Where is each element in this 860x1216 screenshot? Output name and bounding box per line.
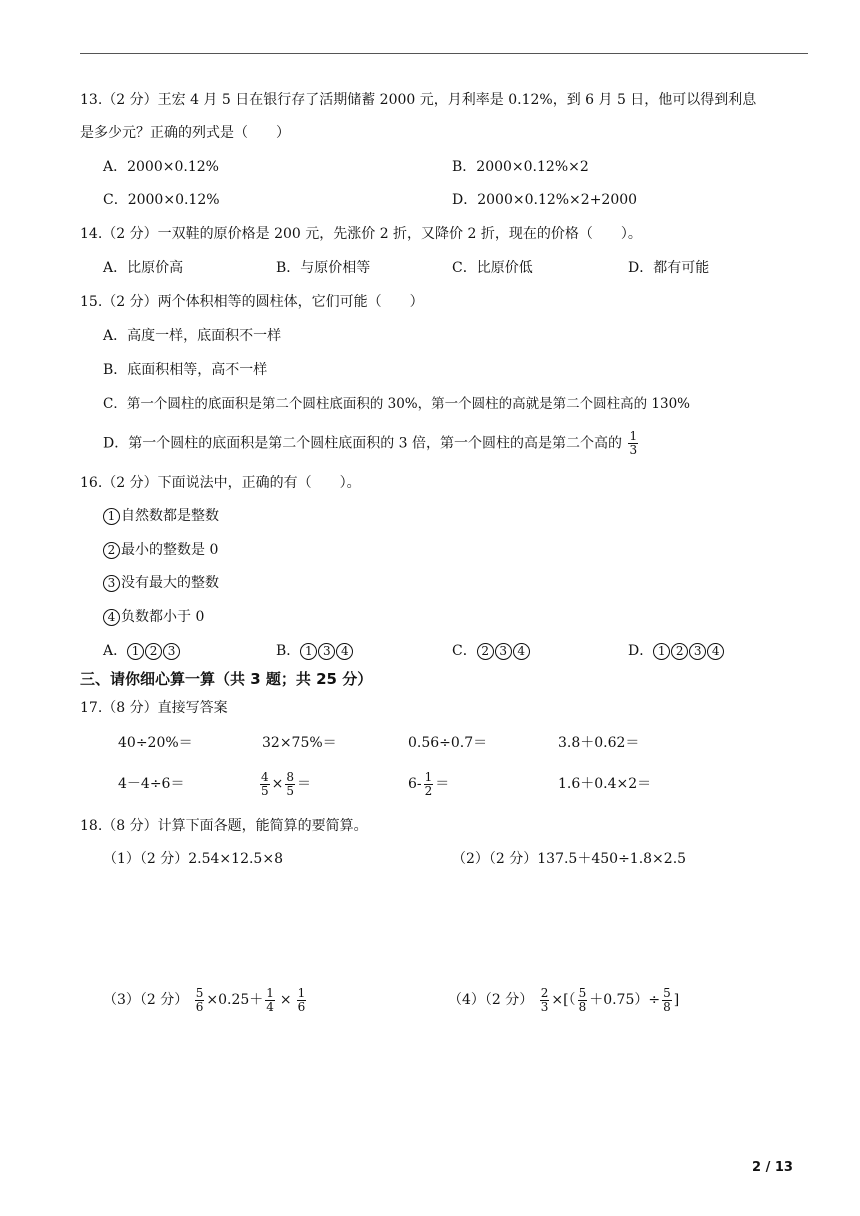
q17-item-8: 1.6＋0.4×2＝ xyxy=(558,776,652,792)
statement-text: 最小的整数是 0 xyxy=(121,542,219,558)
fraction xyxy=(578,987,588,1014)
fraction-denominator: 2 xyxy=(424,783,433,798)
circled-number: 3 xyxy=(103,575,120,592)
fraction xyxy=(265,987,275,1014)
fraction xyxy=(297,987,307,1014)
option-letter: B． xyxy=(276,643,301,659)
header-rule xyxy=(80,53,808,54)
statement-text: 没有最大的整数 xyxy=(121,575,219,591)
circled-number: 4 xyxy=(513,643,530,660)
fraction-denominator: 3 xyxy=(629,443,638,457)
q16-option-d xyxy=(628,641,725,661)
q16-option-c xyxy=(452,641,531,661)
q16-statement-2 xyxy=(103,540,218,560)
q15-option-c: C．第一个圆柱的底面积是第二个圆柱底面积的 30%，第一个圆柱的高就是第二个圆柱高的 130% xyxy=(103,396,691,412)
q17-stem: 17.（8 分）直接写答案 xyxy=(80,700,228,716)
circled-number: 2 xyxy=(671,643,688,660)
circled-number: 1 xyxy=(127,643,144,660)
q18-part-1: （1）（2 分）2.54×12.5×8 xyxy=(103,851,283,867)
circled-number: 1 xyxy=(653,643,670,660)
fraction-denominator: 4 xyxy=(266,999,274,1014)
q16-stem: 16.（2 分）下面说法中，正确的有（ ）。 xyxy=(80,475,361,491)
circled-number: 1 xyxy=(300,643,317,660)
q13-option-d: D．2000×0.12%×2+2000 xyxy=(452,192,638,208)
circled-number: 3 xyxy=(318,643,335,660)
q15-option-b: B．底面积相等，高不一样 xyxy=(103,362,268,378)
circled-number: 4 xyxy=(336,643,353,660)
q14-option-d: D．都有可能 xyxy=(628,260,710,276)
q18-part-2: （2）（2 分）137.5＋450÷1.8×2.5 xyxy=(452,851,687,867)
q17-item-1: 40÷20%＝ xyxy=(118,735,193,751)
expression-text: 6- xyxy=(408,776,422,792)
fraction xyxy=(540,987,550,1014)
part-label: （3）（2 分） xyxy=(103,992,189,1008)
q18-part-3 xyxy=(103,983,308,1017)
fraction-denominator: 8 xyxy=(663,999,671,1014)
fraction-numerator: 5 xyxy=(663,985,671,1000)
q16-option-b xyxy=(276,641,354,661)
fraction-denominator: 5 xyxy=(261,783,269,798)
fraction-numerator: 1 xyxy=(297,985,306,1000)
q14-option-a: A．比原价高 xyxy=(103,260,184,276)
q13-stem-line2: 是多少元？正确的列式是（ ） xyxy=(80,125,290,141)
q15-fraction xyxy=(628,430,638,457)
q17-item-5: 4－4÷6＝ xyxy=(118,776,185,792)
equals: ＝ xyxy=(435,776,450,792)
fraction xyxy=(662,987,672,1014)
part-label: （4）（2 分） xyxy=(448,992,534,1008)
q13-option-a: A．2000×0.12% xyxy=(103,159,219,175)
q14-stem: 14.（2 分）一双鞋的原价格是 200 元，先涨价 2 折，又降价 2 折，现在的价格（ ）。 xyxy=(80,226,642,242)
fraction-denominator: 5 xyxy=(286,783,295,798)
fraction-denominator: 6 xyxy=(297,999,306,1014)
q16-statement-4 xyxy=(103,607,204,627)
fraction xyxy=(424,771,434,798)
fraction-numerator: 8 xyxy=(286,769,295,784)
q13-option-b: B．2000×0.12%×2 xyxy=(452,159,589,175)
fraction xyxy=(285,771,295,798)
q14-option-c: C．比原价低 xyxy=(452,260,533,276)
q17-item-7 xyxy=(408,767,449,801)
fraction-numerator: 1 xyxy=(266,985,274,1000)
q16-statement-3 xyxy=(103,573,219,593)
fraction xyxy=(195,987,205,1014)
option-letter: A． xyxy=(103,643,128,659)
circled-number: 1 xyxy=(103,508,120,525)
expression-text: ] xyxy=(673,992,680,1008)
option-letter: C． xyxy=(452,643,477,659)
circled-number: 2 xyxy=(145,643,162,660)
expression-text: ×0.25＋ xyxy=(206,992,264,1008)
q15-option-a: A．高度一样，底面积不一样 xyxy=(103,328,282,344)
q17-item-2: 32×75%＝ xyxy=(262,735,337,751)
operator: × xyxy=(271,776,284,792)
q16-statement-1 xyxy=(103,506,219,526)
circled-number: 2 xyxy=(477,643,494,660)
equals: ＝ xyxy=(297,776,312,792)
q18-part-4 xyxy=(448,983,679,1017)
q15-option-d xyxy=(103,430,640,457)
q17-item-6 xyxy=(258,767,311,801)
circled-number: 3 xyxy=(163,643,180,660)
q18-stem: 18.（8 分）计算下面各题，能简算的要简算。 xyxy=(80,818,368,834)
operator: × xyxy=(279,992,292,1008)
q14-option-b: B．与原价相等 xyxy=(276,260,371,276)
q13-option-c: C．2000×0.12% xyxy=(103,192,220,208)
fraction-denominator: 8 xyxy=(578,999,587,1014)
section-3-title: 三、请你细心算一算（共 3 题；共 25 分） xyxy=(80,670,373,688)
expression-text: ×[（ xyxy=(551,992,576,1008)
q15-option-d-text: D．第一个圆柱的底面积是第二个圆柱底面积的 3 倍，第一个圆柱的高是第二个高的 xyxy=(103,435,623,452)
q17-item-4: 3.8＋0.62＝ xyxy=(558,735,640,751)
statement-text: 负数都小于 0 xyxy=(121,609,205,625)
fraction-numerator: 1 xyxy=(629,429,638,443)
statement-text: 自然数都是整数 xyxy=(121,508,219,524)
fraction-denominator: 3 xyxy=(540,999,549,1014)
fraction xyxy=(260,771,270,798)
q13-stem-line1: 13.（2 分）王宏 4 月 5 日在银行存了活期储蓄 2000 元，月利率是 0.12%，到 6 月 5 日，他可以得到利息 xyxy=(80,92,757,108)
circled-number: 3 xyxy=(689,643,706,660)
fraction-numerator: 4 xyxy=(261,769,269,784)
q17-item-3: 0.56÷0.7＝ xyxy=(408,735,488,751)
fraction-numerator: 5 xyxy=(195,985,204,1000)
circled-number: 3 xyxy=(495,643,512,660)
fraction-numerator: 5 xyxy=(578,985,587,1000)
circled-number: 4 xyxy=(707,643,724,660)
q16-option-a xyxy=(103,641,181,661)
option-letter: D． xyxy=(628,643,654,659)
q15-stem: 15.（2 分）两个体积相等的圆柱体，它们可能（ ） xyxy=(80,294,424,310)
page-number: 2 / 13 xyxy=(752,1160,793,1175)
circled-number: 2 xyxy=(103,542,120,559)
fraction-numerator: 2 xyxy=(540,985,549,1000)
fraction-numerator: 1 xyxy=(424,769,433,784)
expression-text: ＋0.75）÷ xyxy=(589,992,661,1008)
fraction-denominator: 6 xyxy=(195,999,204,1014)
circled-number: 4 xyxy=(103,609,120,626)
